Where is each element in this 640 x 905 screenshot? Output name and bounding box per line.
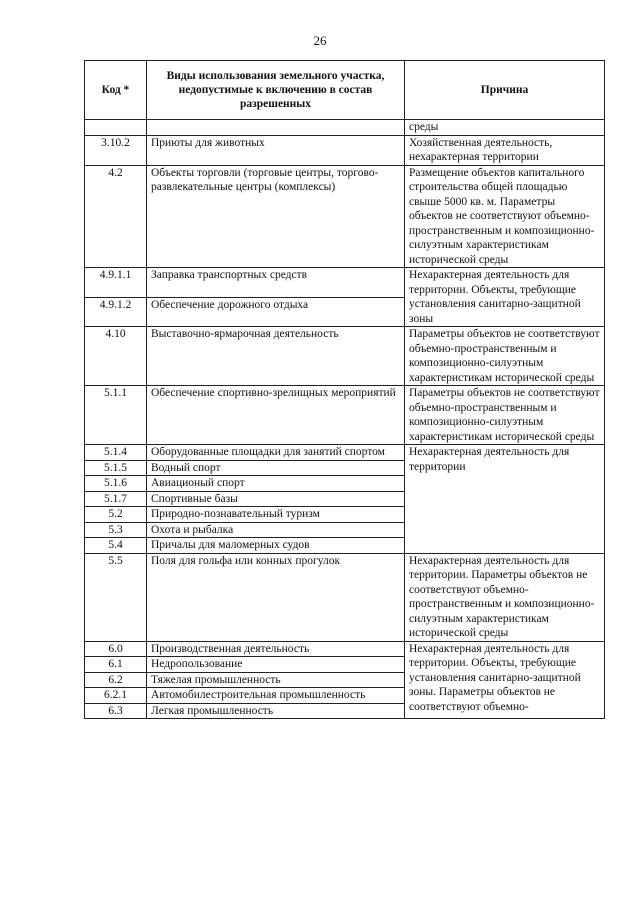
row-reason: Нехарактерная деятельность для территории: [405, 445, 605, 554]
row-reason: Параметры объектов не соответствуют объемно-пространственным и композиционно-силуэтным характеристикам исторической среды: [405, 327, 605, 386]
row-use: Обеспечение спортивно-зрелищных мероприятий: [147, 386, 405, 445]
row-use: Водный спорт: [147, 460, 405, 476]
row-code: 5.2: [85, 507, 147, 523]
row-use: Производственная деятельность: [147, 641, 405, 657]
row-code: 5.4: [85, 538, 147, 554]
row-use: Приюты для животных: [147, 135, 405, 165]
row-reason: Нехарактерная деятельность для территории. Параметры объектов не соответствуют объемно-пространственным и композиционно-силуэтным характеристикам исторической среды: [405, 553, 605, 641]
row-code: 5.1.5: [85, 460, 147, 476]
row-use: Поля для гольфа или конных прогулок: [147, 553, 405, 641]
row-code: 6.2: [85, 672, 147, 688]
row-use: Автомобилестроительная промышленность: [147, 688, 405, 704]
row-use: Причалы для маломерных судов: [147, 538, 405, 554]
row-code: [85, 120, 147, 136]
row-code: 5.1.7: [85, 491, 147, 507]
header-reason: Причина: [405, 61, 605, 120]
row-reason: Нехарактерная деятельность для территории. Объекты, требующие установления санитарно-защитной зоны. Параметры объектов не соответствуют объемно-: [405, 641, 605, 719]
row-use: Заправка транспортных средств: [147, 268, 405, 298]
row-use: Спортивные базы: [147, 491, 405, 507]
table-row: [85, 641, 605, 657]
row-code: 5.1.4: [85, 445, 147, 461]
table-row: [85, 135, 605, 165]
table-row: [85, 553, 605, 641]
row-code: 6.3: [85, 703, 147, 719]
row-code: 5.1.1: [85, 386, 147, 445]
table-row: [85, 445, 605, 461]
row-reason: Нехарактерная деятельность для территории. Объекты, требующие установления санитарно-защитной зоны: [405, 268, 605, 327]
page-number: 26: [313, 33, 327, 48]
row-code: 6.2.1: [85, 688, 147, 704]
row-use: Недропользование: [147, 657, 405, 673]
table-row: [85, 386, 605, 445]
row-reason: среды: [405, 120, 605, 136]
table-row: [85, 120, 605, 136]
row-use: Объекты торговли (торговые центры, торгово-развлекательные центры (комплексы): [147, 165, 405, 268]
row-use: Природно-познавательный туризм: [147, 507, 405, 523]
row-use: Оборудованные площадки для занятий спортом: [147, 445, 405, 461]
row-code: 4.9.1.1: [85, 268, 147, 298]
row-use: Обеспечение дорожного отдыха: [147, 297, 405, 327]
row-code: 3.10.2: [85, 135, 147, 165]
table-row: [85, 268, 605, 298]
row-code: 6.0: [85, 641, 147, 657]
row-reason: Хозяйственная деятельность, нехарактерная территории: [405, 135, 605, 165]
table-header-row: [85, 61, 605, 120]
header-use: Виды использования земельного участка, недопустимые к включению в состав разрешенных: [147, 61, 405, 120]
row-reason: Размещение объектов капитального строительства общей площадью свыше 5000 кв. м. Параметры объектов не соответствуют объемно-пространственным и композиционно-силуэтным характеристикам исторической среды: [405, 165, 605, 268]
table-row: [85, 327, 605, 386]
row-use: [147, 120, 405, 136]
row-use: Выставочно-ярмарочная деятельность: [147, 327, 405, 386]
row-use: Тяжелая промышленность: [147, 672, 405, 688]
row-code: 4.2: [85, 165, 147, 268]
row-code: 4.9.1.2: [85, 297, 147, 327]
row-code: 5.1.6: [85, 476, 147, 492]
row-use: Легкая промышленность: [147, 703, 405, 719]
table-row: [85, 165, 605, 268]
header-code: Код *: [85, 61, 147, 120]
row-code: 5.5: [85, 553, 147, 641]
row-reason: Параметры объектов не соответствуют объемно-пространственным и композиционно-силуэтным характеристикам исторической среды: [405, 386, 605, 445]
row-use: Авиационый спорт: [147, 476, 405, 492]
row-code: 6.1: [85, 657, 147, 673]
row-code: 4.10: [85, 327, 147, 386]
row-use: Охота и рыбалка: [147, 522, 405, 538]
prohibited-uses-table: [84, 60, 605, 719]
row-code: 5.3: [85, 522, 147, 538]
